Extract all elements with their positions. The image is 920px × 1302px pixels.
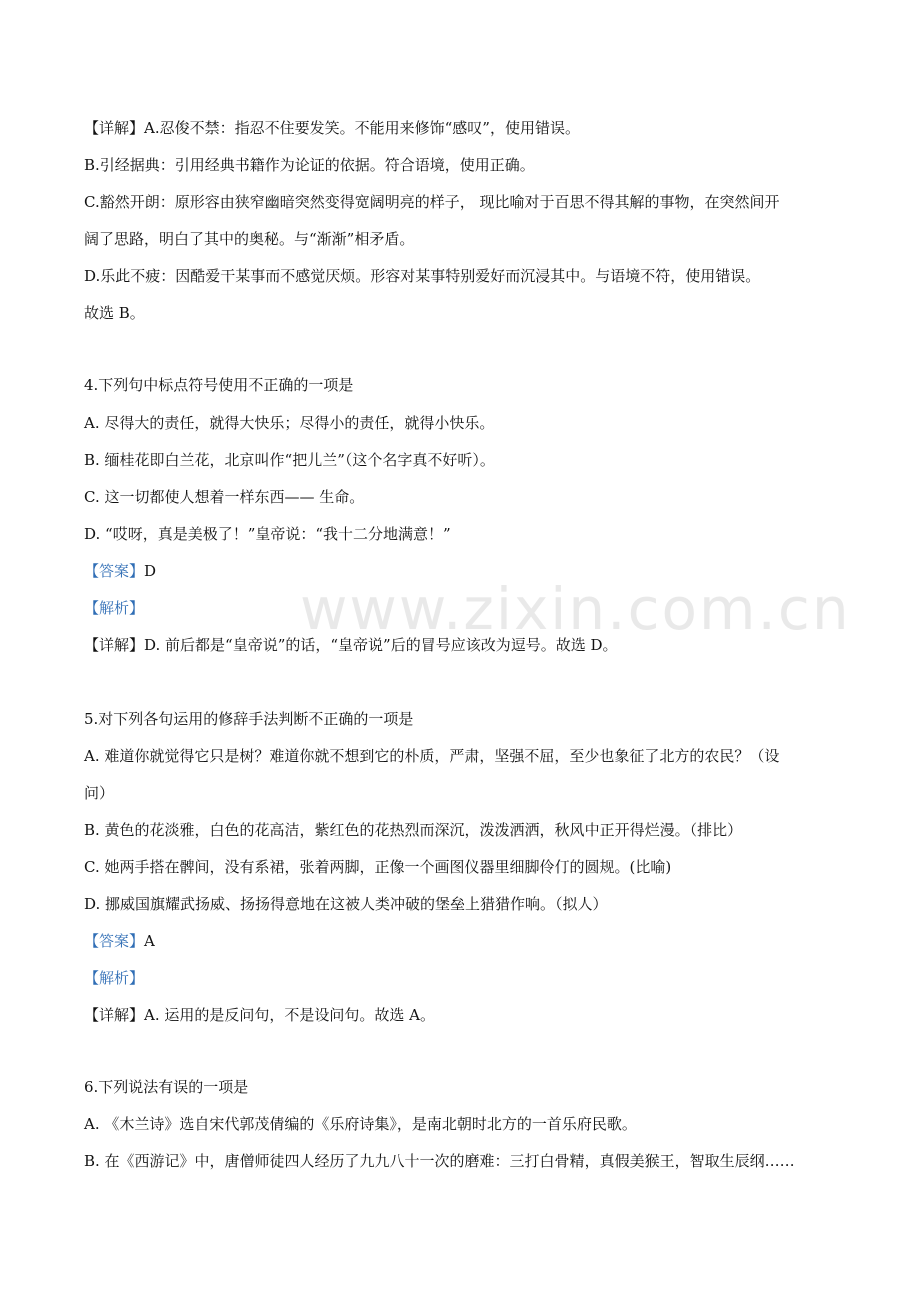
q5-stem: 5.对下列各句运用的修辞手法判断不正确的一项是 [84,710,414,728]
q5-analysis-tag: 【解析】 [84,969,145,987]
q3-detail-c-line1: C.豁然开朗：原形容由狭窄幽暗突然变得宽阔明亮的样子， 现比喻对于百思不得其解的事物，在突然间开 [84,193,780,211]
q4-option-b: B. 缅桂花即白兰花，北京叫作“把儿兰”（这个名字真不好听）。 [84,451,495,469]
q4-option-c: C. 这一切都使人想着一样东西—— 生命。 [84,488,365,506]
q4-detail-text: D. 前后都是“皇帝说”的话，“皇帝说”后的冒号应该改为逗号。故选 D。 [144,636,618,654]
q3-detail-c-line2: 阔了思路，明白了其中的奥秘。与“渐渐”相矛盾。 [84,230,415,248]
q4-answer [84,561,156,581]
q5-option-c: C. 她两手搭在髀间，没有系裙，张着两脚，正像一个画图仪器里细脚伶仃的圆规。(比喻) [84,858,672,876]
q5-option-b: B. 黄色的花淡雅，白色的花高洁，紫红色的花热烈而深沉，泼泼洒洒，秋风中正开得烂漫。（排比） [84,821,743,839]
q3-conclusion: 故选 B。 [84,304,145,322]
q3-detail-b: B.引经据典：引用经典书籍作为论证的依据。符合语境，使用正确。 [84,156,535,174]
q5-detail-text: A. 运用的是反问句，不是设问句。故选 A。 [144,1006,435,1024]
q4-analysis-tag: 【解析】 [84,599,145,617]
q3-detail-tag: 【详解】 [84,119,145,137]
q5-detail-tag: 【详解】 [84,1006,145,1024]
q4-analysis [84,598,144,618]
q5-analysis [84,968,144,988]
q4-answer-value: D [144,562,157,580]
q4-stem: 4.下列句中标点符号使用不正确的一项是 [84,376,354,394]
q5-option-a-line1: A. 难道你就觉得它只是树？难道你就不想到它的朴质，严肃，坚强不屈，至少也象征了北方的农民？（设 [84,747,780,765]
q3-detail-a [84,118,580,138]
q5-answer-tag: 【答案】 [84,932,145,950]
q4-option-a: A. 尽得大的责任，就得大快乐；尽得小的责任，就得小快乐。 [84,414,495,432]
q3-detail-d: D.乐此不疲：因酷爱干某事而不感觉厌烦。形容对某事特别爱好而沉浸其中。与语境不符，使用错误。 [84,267,761,285]
q6-option-a: A. 《木兰诗》选自宋代郭茂倩编的《乐府诗集》，是南北朝时北方的一首乐府民歌。 [84,1115,637,1133]
q5-option-a-line2: 问） [84,784,115,802]
q5-answer [84,931,155,951]
q4-detail-tag: 【详解】 [84,636,145,654]
watermark: www.zixin.com.cn [300,575,851,643]
q5-detail [84,1005,435,1025]
q3-detail-a-text: A.忍俊不禁：指忍不住要发笑。不能用来修饰“感叹”，使用错误。 [144,119,580,137]
q4-detail [84,635,618,655]
q5-answer-value: A [144,932,155,950]
q4-answer-tag: 【答案】 [84,562,145,580]
q5-option-d: D. 挪威国旗耀武扬威、扬扬得意地在这被人类冲破的堡垒上猎猎作响。（拟人） [84,895,608,913]
q6-stem: 6.下列说法有误的一项是 [84,1078,249,1096]
q4-option-d: D. “哎呀，真是美极了！”皇帝说：“我十二分地满意！” [84,525,451,543]
q6-option-b: B. 在《西游记》中，唐僧师徒四人经历了九九八十一次的磨难：三打白骨精，真假美猴王，智取生辰纲…… [84,1152,795,1170]
